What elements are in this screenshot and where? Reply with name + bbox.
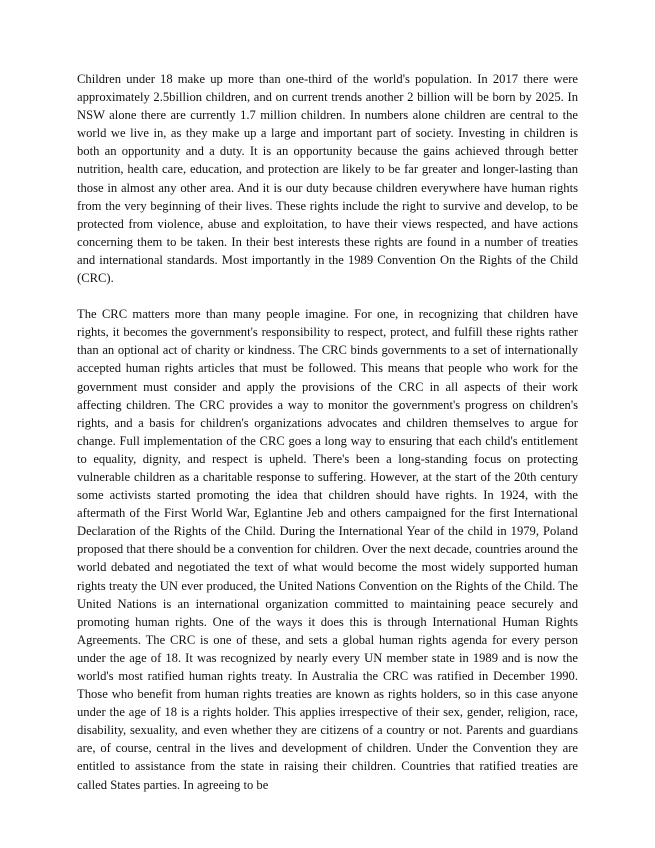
- paragraph-crc-importance: The CRC matters more than many people imagine. For one, in recognizing that children have rights, it becomes the government's responsibility to respect, protect, and fulfill these rights rather than an optional act of charity or kindness. The CRC binds governments to a set of internationally accepted human rights articles that must be followed. This means that people who work for the government must consider and apply the provisions of the CRC in all aspects of their work affecting children. The CRC provides a way to monitor the government's progress on children's rights, and a basis for children's organizations advocates and children themselves to argue for change. Full implementation of the CRC goes a long way to ensuring that each child's entitlement to equality, dignity, and respect is upheld. There's been a long-standing focus on protecting vulnerable children as a charitable response to suffering. However, at the start of the 20th century some activists started promoting the idea that children should have rights. In 1924, with the aftermath of the First World War, Eglantine Jeb and others campaigned for the first International Declaration of the Rights of the Child. During the International Year of the child in 1979, Poland proposed that there should be a convention for children. Over the next decade, countries around the world debated and negotiated the text of what would become the most widely supported human rights treaty the UN ever produced, the United Nations Convention on the Rights of the Child. The United Nations is an international organization committed to maintaining peace securely and promoting human rights. One of the ways it does this is through International Human Rights Agreements. The CRC is one of these, and sets a global human rights agenda for every person under the age of 18. It was recognized by nearly every UN member state in 1989 and is now the world's most ratified human rights treaty. In Australia the CRC was ratified in December 1990. Those who benefit from human rights treaties are known as rights holders, so in this case anyone under the age of 18 is a rights holder. This applies irrespective of their sex, gender, religion, race, disability, sexuality, and even whether they are citizens of a country or not. Parents and guardians are, of course, central in the lives and development of children. Under the Convention they are entitled to assistance from the state in raising their children. Countries that ratified treaties are called States parties. In agreeing to be: [77, 307, 578, 792]
- paragraph-children-population: Children under 18 make up more than one-third of the world's population. In 2017 there were approximately 2.5billion children, and on current trends another 2 billion will be born by 2025. In NSW alone there are currently 1.7 million children. In numbers alone children are central to the world we live in, as they make up a large and important part of society. Investing in children is both an opportunity and a duty. It is an opportunity because the gains achieved through better nutrition, health care, education, and protection are likely to be far greater and longer-lasting than those in almost any other area. And it is our duty because children everywhere have human rights from the very beginning of their lives. These rights include the right to survive and develop, to be protected from violence, abuse and exploitation, to have their views respected, and have actions concerning them to be taken. In their best interests these rights are found in a number of treaties and international standards. Most importantly in the 1989 Convention On the Rights of the Child (CRC).: [77, 72, 578, 286]
- document-page: [77, 70, 578, 794]
